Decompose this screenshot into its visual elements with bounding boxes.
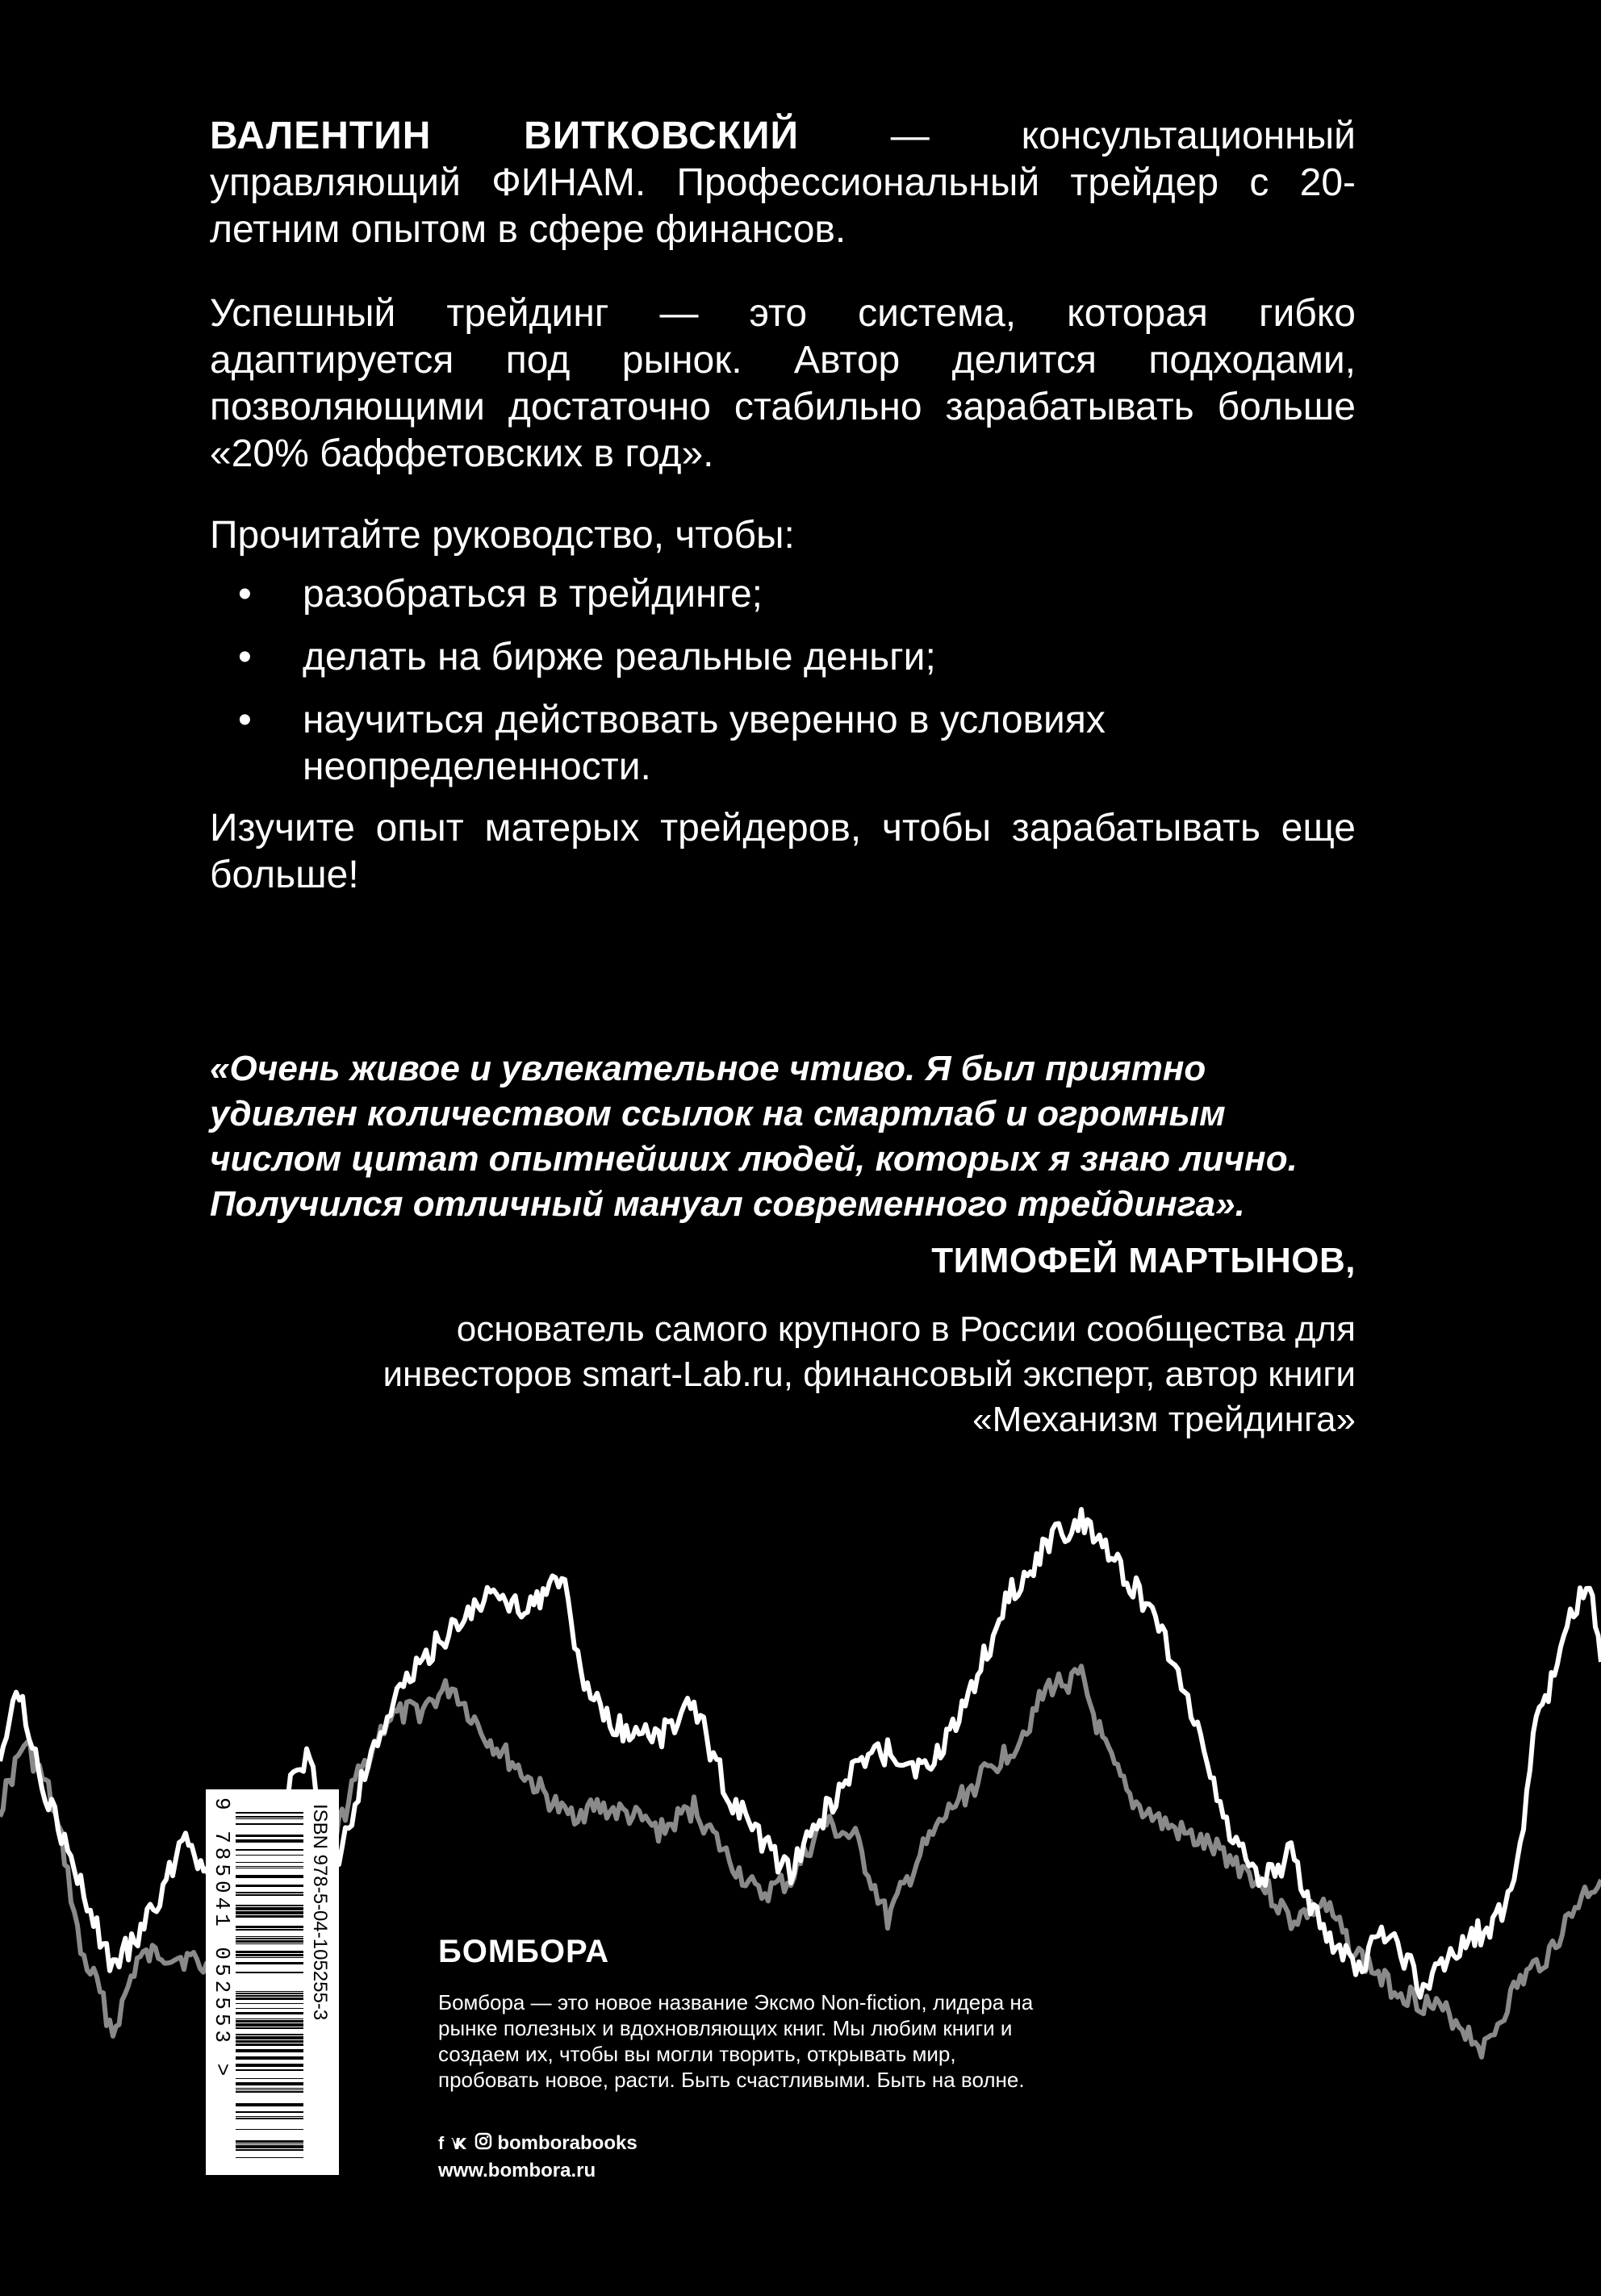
review-quote: «Очень живое и увлекательное чтиво. Я был приятно удивлен количеством ссылок на смартлаб и огромным числом цитат опытнейших людей, которых я знаю лично. Получился отличный мануал современного трейдинга».	[210, 1049, 1298, 1224]
bullet-icon: •	[238, 573, 252, 616]
author-name: ВАЛЕНТИН ВИТКОВСКИЙ	[210, 115, 800, 157]
barcode-bars	[236, 1812, 303, 2159]
bullet-icon: •	[238, 699, 252, 741]
bullet-icon: •	[238, 636, 252, 678]
quote-author: ТИМОФЕЙ МАРТЫНОВ,	[931, 1241, 1356, 1280]
closing-paragraph: Изучите опыт матерых трейдеров, чтобы зарабатывать еще больше!	[210, 807, 1356, 896]
social-handle[interactable]: bomborabooks	[497, 2132, 637, 2154]
social-links	[438, 2132, 637, 2155]
bullets-intro: Прочитайте руководство, чтобы:	[210, 514, 795, 557]
isbn-label: ISBN 978-5-04-105255-3	[309, 1804, 331, 2021]
vk-icon[interactable]	[449, 2133, 470, 2154]
publisher-description: Бомбора — это новое название Эксмо Non-fiction, лидера на рынке полезных и вдохновляющих книг. Мы любим книги и создаем их, чтобы вы могли творить, открывать мир, пробовать новое, расти. Быть счастливыми. Быть на волне.	[438, 1990, 1034, 2092]
website-link[interactable]: www.bombora.ru	[438, 2160, 596, 2181]
quote-author-description: основатель самого крупного в России сообщества для инвесторов smart-Lab.ru, финансовый эксперт, автор книги «Механизм трейдинга»	[382, 1309, 1356, 1439]
author-bio: — консультационный управляющий ФИНАМ. Профессиональный трейдер с 20-летним опытом в сфере финансов.	[210, 115, 1356, 251]
instagram-icon[interactable]	[474, 2132, 492, 2155]
barcode-digits: 9 785041 052553 >	[210, 1797, 234, 2081]
barcode	[206, 1789, 339, 2175]
benefits-list	[238, 571, 1352, 807]
list-item: • делать на бирже реальные деньги;	[238, 634, 1352, 681]
facebook-icon[interactable]: f	[438, 2133, 445, 2153]
description-paragraph: Успешный трейдинг — это система, которая гибко адаптируется под рынок. Автор делится подходами, позволяющими достаточно стабильно зарабатывать больше «20% баффетовских в год».	[210, 292, 1356, 475]
list-item: • разобраться в трейдинге;	[238, 571, 1352, 618]
publisher-logo: БОМБОРА	[438, 1934, 610, 1969]
author-intro	[210, 113, 1356, 253]
list-item: • научиться действовать уверенно в условиях неопределенности.	[238, 699, 1106, 788]
